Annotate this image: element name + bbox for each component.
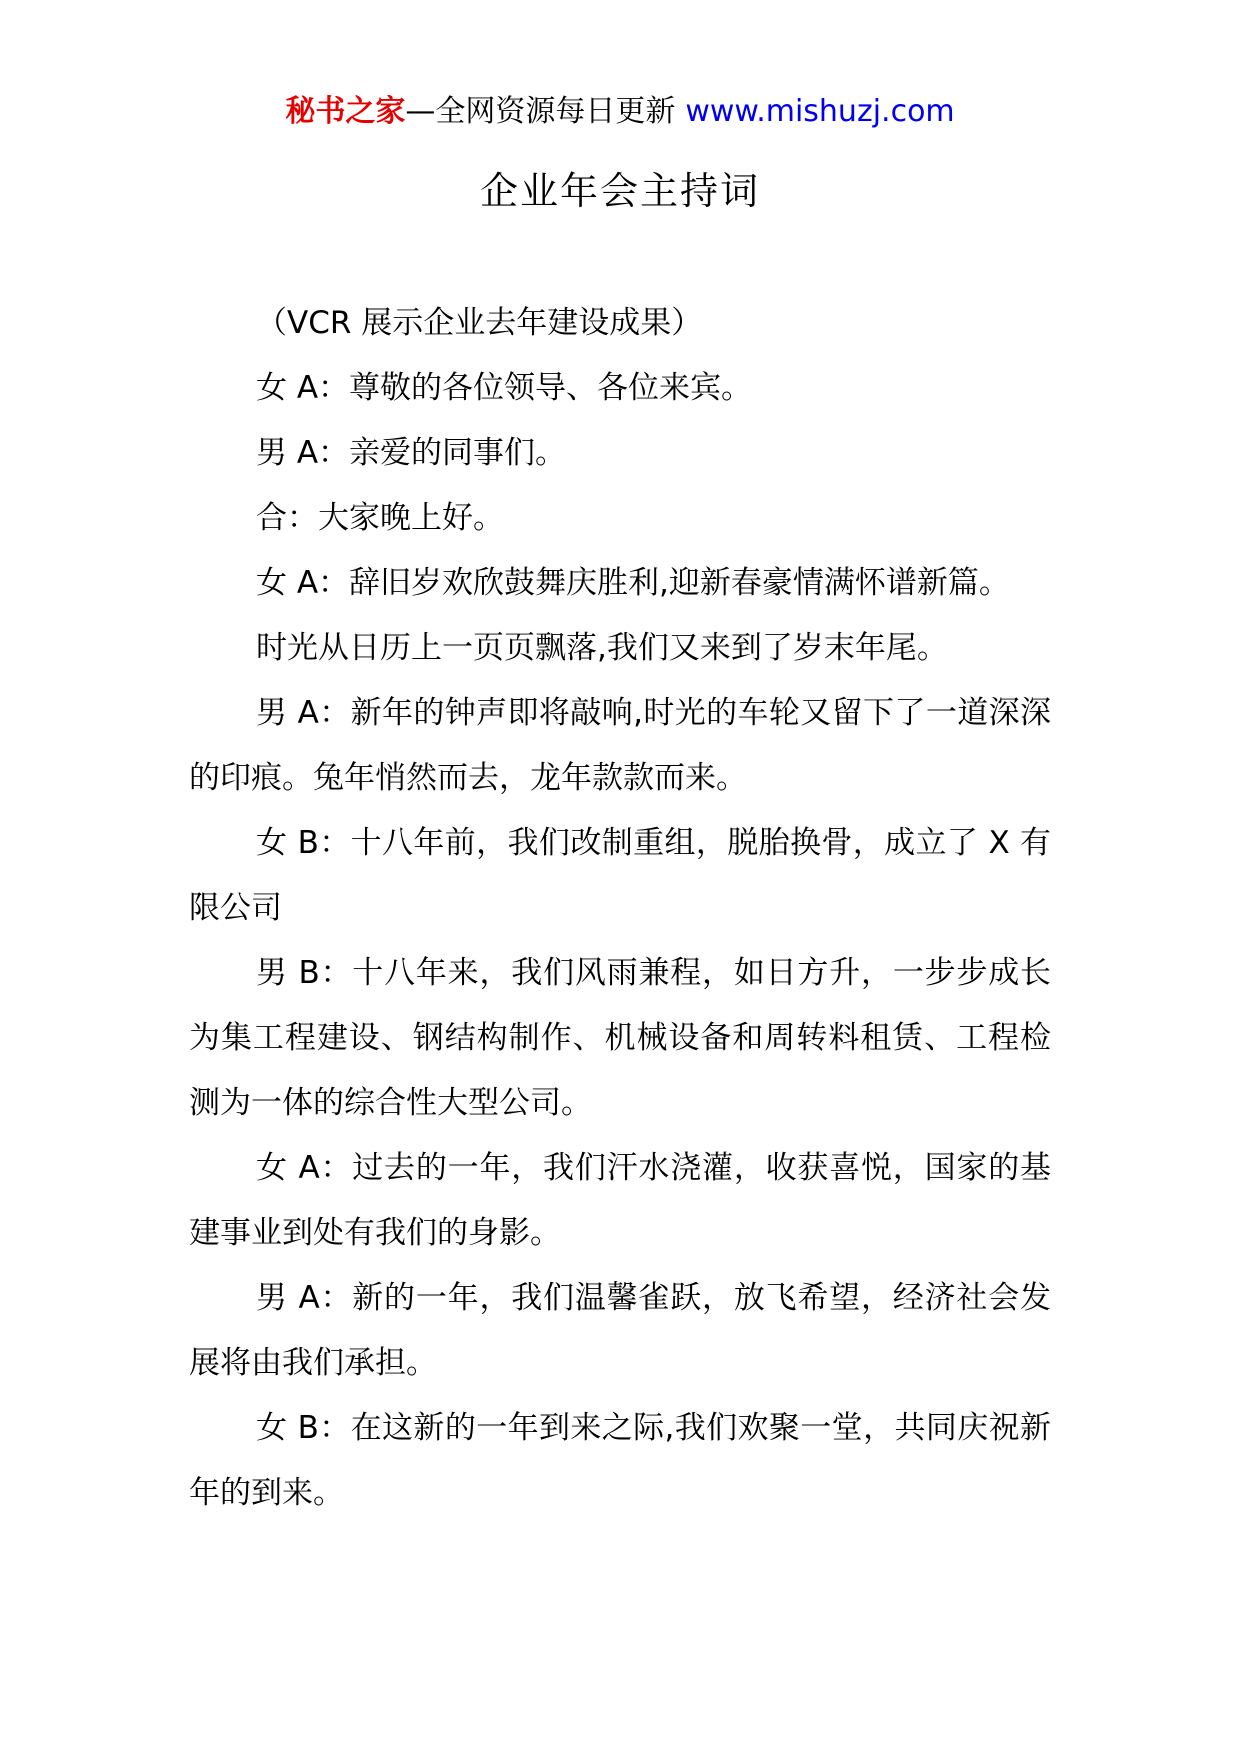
site-header bbox=[0, 92, 1240, 132]
document-body bbox=[189, 291, 1051, 1526]
paragraph: 女 A：过去的一年，我们汗水浇灌，收获喜悦，国家的基建事业到处有我们的身影。 bbox=[189, 1150, 1051, 1251]
brand-name: 秘书之家 bbox=[285, 94, 406, 129]
document-title: 企业年会主持词 bbox=[479, 169, 760, 213]
paragraph: 男 A：亲爱的同事们。 bbox=[256, 435, 567, 471]
paragraph: 男 A：新年的钟声即将敲响,时光的车轮又留下了一道深深的印痕。兔年悄然而去，龙年款款而来。 bbox=[189, 695, 1051, 796]
paragraph: 时光从日历上一页页飘落,我们又来到了岁末年尾。 bbox=[256, 630, 948, 666]
paragraph: 女 B：十八年前，我们改制重组，脱胎换骨，成立了 X 有限公司 bbox=[189, 825, 1051, 926]
paragraph: 男 B：十八年来，我们风雨兼程，如日方升，一步步成长为集工程建设、钢结构制作、机械设备和周转料租赁、工程检测为一体的综合性大型公司。 bbox=[189, 955, 1051, 1121]
paragraph: 合：大家晚上好。 bbox=[256, 500, 504, 536]
paragraph: 男 A：新的一年，我们温馨雀跃，放飞希望，经济社会发展将由我们承担。 bbox=[189, 1280, 1051, 1381]
paragraph: 女 B：在这新的一年到来之际,我们欢聚一堂，共同庆祝新年的到来。 bbox=[189, 1410, 1051, 1511]
paragraph: （VCR 展示企业去年建设成果） bbox=[256, 305, 703, 341]
header-tagline: —全网资源每日更新 bbox=[405, 94, 676, 129]
site-url-link[interactable]: www.mishuzj.com bbox=[685, 94, 955, 129]
paragraph: 女 A：辞旧岁欢欣鼓舞庆胜利,迎新春豪情满怀谱新篇。 bbox=[256, 565, 1010, 601]
paragraph: 女 A：尊敬的各位领导、各位来宾。 bbox=[256, 370, 753, 406]
